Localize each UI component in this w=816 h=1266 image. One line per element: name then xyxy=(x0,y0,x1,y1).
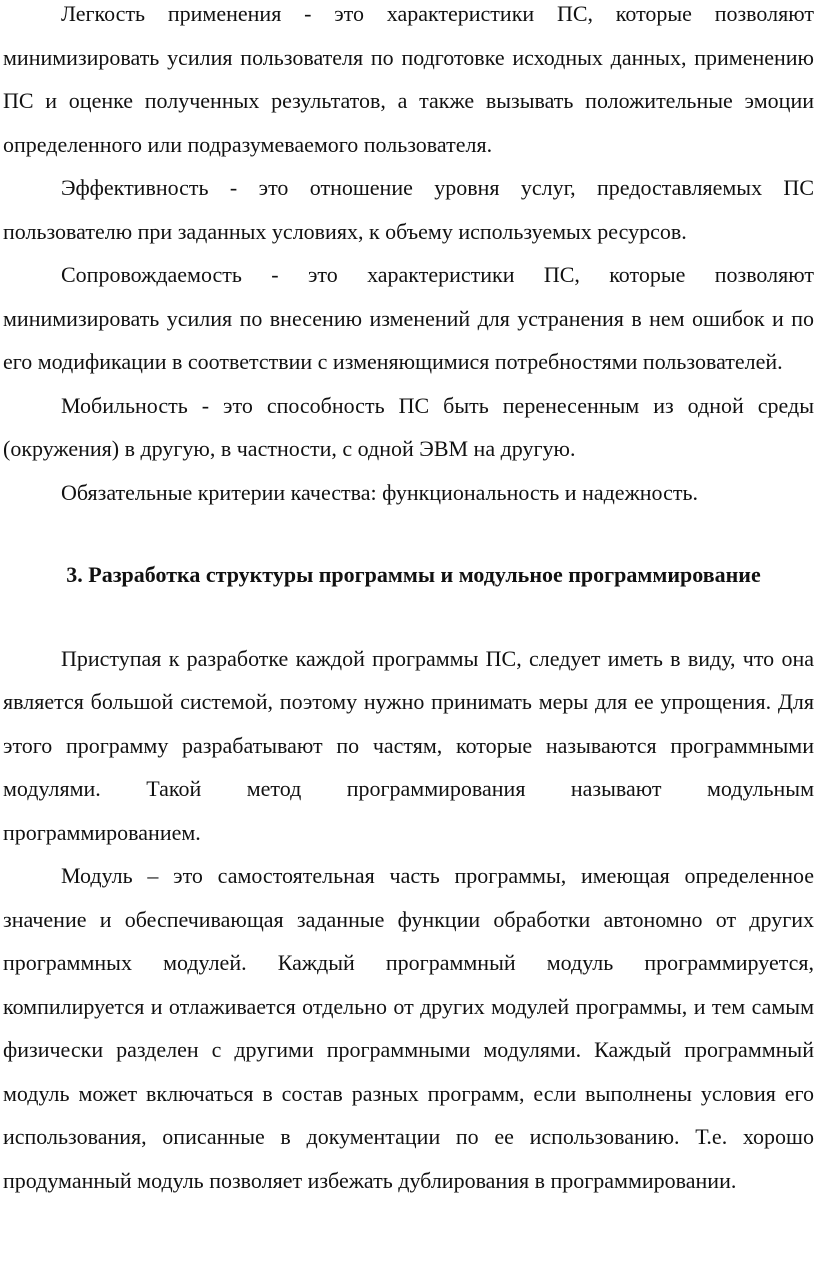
paragraph-efficiency: Эффективность - это отношение уровня услуг, предоставляемых ПС пользователю при заданных условиях, к объему используемых ресурсов. xyxy=(3,175,814,244)
paragraph-modular-intro: Приступая к разработке каждой программы ПС, следует иметь в виду, что она является большой системой, поэтому нужно принимать меры для ее упрощения. Для этого программу разрабатывают по частям, которые называются программными модулями. Такой метод программирования называют модульным программированием. xyxy=(3,645,814,845)
paragraph-mandatory-criteria: Обязательные критерии качества: функциональность и надежность. xyxy=(61,479,699,505)
paragraph-module-definition: Модуль – это самостоятельная часть программы, имеющая определенное значение и обеспечивающая заданные функции обработки автономно от других программных модулей. Каждый программный модуль программируется, компилируется и отлаживается отдельно от других модулей программы, и тем самым физически разделен с другими программными модулями. Каждый программный модуль может включаться в состав разных программ, если выполнены условия его использования, описанные в документации по ее использованию. Т.е. хорошо продуманный модуль позволяет избежать дублирования в программировании. xyxy=(3,863,814,1193)
paragraph-maintainability: Сопровождаемость - это характеристики ПС, которые позволяют минимизировать усилия по внесению изменений для устранения в нем ошибок и по его модификации в соответствии с изменяющимися потребностями пользователей. xyxy=(3,262,814,374)
section-heading: 3. Разработка структуры программы и модульное программирование xyxy=(66,562,761,587)
paragraph-ease-of-use: Легкость применения - это характеристики ПС, которые позволяют минимизировать усилия пользователя по подготовке исходных данных, применению ПС и оценке полученных результатов, а также вызывать положительные эмоции определенного или подразумеваемого пользователя. xyxy=(3,1,814,157)
paragraph-portability: Мобильность - это способность ПС быть перенесенным из одной среды (окружения) в другую, в частности, с одной ЭВМ на другую. xyxy=(3,392,814,461)
